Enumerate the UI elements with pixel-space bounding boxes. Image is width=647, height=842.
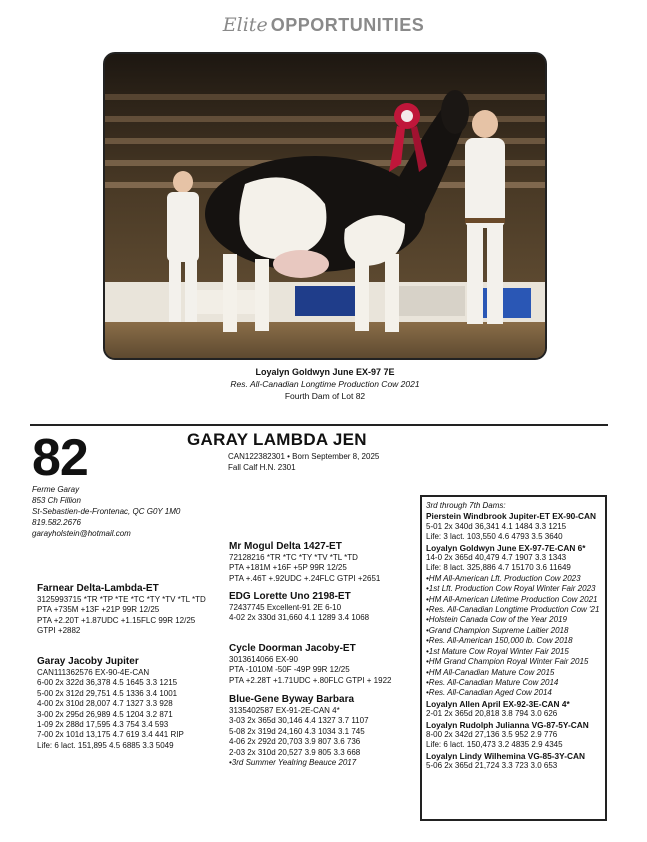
caption-cow-name: Loyalyn Goldwyn June EX-97 7E [255, 367, 395, 377]
sire-sire-line: 72128216 *TR *TC *TY *TV *TL *TD [229, 553, 358, 562]
seventh-dam-line: 5-06 2x 365d 21,724 3.3 723 3.0 653 [426, 761, 558, 771]
fifth-dam-name: Loyalyn Allen April EX-92-3E-CAN 4* [426, 698, 570, 709]
sire-sire-line: PTA +.46T +.92UDC +.24FLC GTPI +2651 [229, 573, 381, 583]
lot-number: 82 [32, 429, 88, 487]
photo-caption [103, 366, 547, 402]
sire-line: 3125993715 *TR *TP *TE *TC *TY *TV *TL *TD [37, 595, 206, 604]
fourth-dam-award: •1st Lft. Production Cow Royal Winter Fair 2023 [426, 584, 596, 594]
section-divider [30, 424, 608, 426]
animal-registration [228, 451, 379, 473]
dam-line: CAN111362576 EX-90-4E-CAN [37, 668, 150, 677]
dam-sire-line: 3013614066 EX-90 [229, 655, 298, 664]
pedigree-sire [37, 582, 206, 637]
consignor-name: Ferme Garay [32, 485, 80, 494]
dam-dam-line: 3135402587 EX-91-2E-CAN 4* [229, 706, 340, 715]
dam-line: Life: 6 lact. 151,895 4.5 6885 3.3 5049 [37, 740, 174, 750]
dam-line: 1-09 2x 288d 17,595 4.3 754 3.4 593 [37, 720, 169, 730]
third-dam-line: Life: 3 lact. 103,550 4.6 4793 3.5 3640 [426, 532, 563, 542]
fourth-dam-award: •Res. All-American 150,000 lb. Cow 2018 [426, 636, 573, 646]
fourth-dam-award: •HM Grand Champion Royal Winter Fair 2015 [426, 657, 589, 667]
dam-line: 5-00 2x 312d 29,751 4.5 1336 3.4 1001 [37, 688, 178, 698]
fourth-dam-award: •Res. All-Canadian Longtime Production Cow '21 [426, 605, 600, 615]
dam-dam-award: •3rd Summer Yealring Beauce 2017 [229, 758, 357, 768]
fourth-dam-name: Loyalyn Goldwyn June EX-97-7E-CAN 6* [426, 542, 586, 553]
fourth-dam-award: •Holstein Canada Cow of the Year 2019 [426, 615, 567, 625]
sire-line: GTPI +2882 [37, 626, 81, 636]
dams-box-header: 3rd through 7th Dams: [426, 501, 506, 510]
third-dam-line: 5-01 2x 340d 36,341 4.1 1484 3.3 1215 [426, 521, 567, 531]
pedigree-sire-sire [229, 540, 380, 584]
sire-sire-name: Mr Mogul Delta 1427-ET [229, 541, 342, 552]
dam-line: 3-00 2x 295d 26,989 4.5 1204 3.2 871 [37, 709, 173, 719]
dam-name: Garay Jacoby Jupiter [37, 656, 139, 667]
sire-dam-line: 4-02 2x 330d 31,660 4.1 1289 3.4 1068 [229, 613, 370, 623]
banner-caps-word: OPPORTUNITIES [270, 15, 425, 35]
banner-title [0, 14, 647, 37]
dam-dam-line: 5-08 2x 319d 24,160 4.3 1034 3.1 745 [229, 726, 365, 736]
fourth-dam-award: •Res. All-Canadian Aged Cow 2014 [426, 688, 552, 698]
sire-line: PTA +2.20T +1.87UDC +1.15FLC 99R 12/25 [37, 615, 196, 625]
sixth-dam-name: Loyalyn Rudolph Julianna VG-87-5Y-CAN [426, 719, 589, 730]
page-banner [0, 0, 647, 58]
pedigree-sire-dam [229, 590, 369, 624]
sixth-dam-line: Life: 6 lact. 150,473 3.2 4835 2.9 4345 [426, 740, 563, 750]
fourth-dam-line: 14-0 2x 365d 40,479 4.7 1907 3.3 1343 [426, 553, 567, 563]
pedigree-dam [37, 655, 184, 751]
fourth-dam-award: •Res. All-Canadian Mature Cow 2014 [426, 677, 559, 687]
consignor-phone: 819.582.2676 [32, 518, 81, 527]
cow-photo [103, 52, 547, 360]
consignor-email: garayholstein@hotmail.com [32, 529, 131, 538]
dam-line: 6-00 2x 322d 36,378 4.5 1645 3.3 1215 [37, 678, 178, 688]
pedigree-dam-sire [229, 642, 391, 686]
seventh-dam-name: Loyalyn Lindy Wilhemina VG-85-3Y-CAN [426, 750, 585, 761]
dam-sire-name: Cycle Doorman Jacoby-ET [229, 643, 356, 654]
dam-dam-name: Blue-Gene Byway Barbara [229, 694, 355, 705]
fourth-dam-award: •1st Mature Cow Royal Winter Fair 2015 [426, 646, 569, 656]
fourth-dam-award: •HM All-American Lifetime Production Cow 2021 [426, 594, 598, 604]
dam-dam-line: 2-03 2x 310d 20,527 3.9 805 3.3 668 [229, 747, 361, 757]
dam-dam-line: 4-06 2x 292d 20,703 3.9 807 3.6 736 [229, 737, 361, 747]
animal-name: GARAY LAMBDA JEN [187, 430, 367, 449]
cow-photo-illustration [105, 54, 545, 358]
dam-dam-line: 3-03 2x 365d 30,146 4.4 1327 3.7 1107 [229, 716, 369, 726]
registration-line: CAN122382301 • Born September 8, 2025 [228, 452, 380, 461]
fourth-dam-award: •Grand Champion Supreme Laitier 2018 [426, 625, 569, 635]
calf-class-line: Fall Calf H.N. 2301 [228, 463, 296, 472]
banner-script-word: Elite [222, 14, 268, 36]
dam-sire-line: PTA -1010M -50F -49P 99R 12/25 [229, 665, 350, 675]
consignor-info [32, 484, 180, 539]
third-dam-name: Pierstein Windbrook Jupiter-ET EX-90-CAN [426, 511, 597, 522]
dam-sire-line: PTA +2.28T +1.71UDC +.80FLC GTPI + 1922 [229, 675, 392, 685]
consignor-address-1: 853 Ch Fillion [32, 496, 81, 505]
dam-line: 4-00 2x 310d 28,007 4.7 1327 3.3 928 [37, 699, 173, 709]
consignor-address-2: St-Sebastien-de-Frontenac, QC G0Y 1M0 [32, 507, 181, 516]
sire-name: Farnear Delta-Lambda-ET [37, 583, 159, 594]
ancestral-dams-box [420, 495, 607, 821]
pedigree-dam-dam [229, 693, 369, 768]
sire-dam-line: 72437745 Excellent-91 2E 6-10 [229, 603, 342, 612]
sire-line: PTA +735M +13F +21P 99R 12/25 [37, 605, 160, 615]
fifth-dam-line: 2-01 2x 365d 20,818 3.8 794 3.0 626 [426, 709, 558, 719]
sire-dam-name: EDG Lorette Uno 2198-ET [229, 591, 351, 602]
fourth-dam-award: •HM All-American Lft. Production Cow 2023 [426, 573, 581, 583]
dam-line: 7-00 2x 101d 13,175 4.7 619 3.4 441 RIP [37, 730, 184, 740]
fourth-dam-line: Life: 8 lact. 325,886 4.7 15170 3.6 11649 [426, 563, 571, 573]
fourth-dam-award: •HM All-Canadian Mature Cow 2015 [426, 667, 555, 677]
caption-award: Res. All-Canadian Longtime Production Cow 2021 [230, 379, 420, 389]
sire-sire-line: PTA +181M +16F +5P 99R 12/25 [229, 563, 347, 573]
caption-relation: Fourth Dam of Lot 82 [284, 391, 366, 401]
sixth-dam-line: 8-00 2x 342d 27,136 3.5 952 2.9 776 [426, 729, 558, 739]
